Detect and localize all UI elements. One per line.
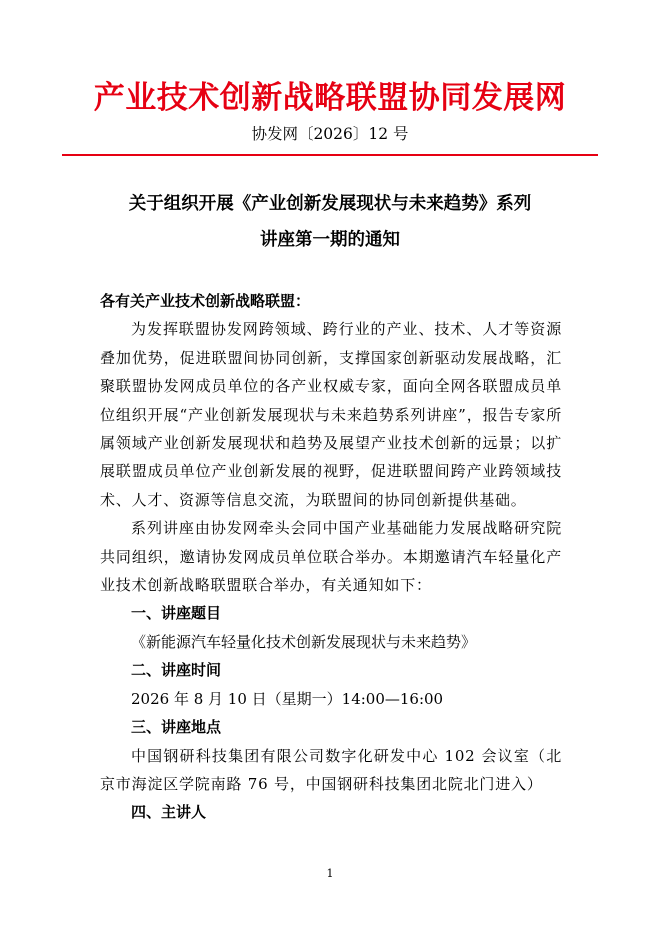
paragraph-organizers: 系列讲座由协发网牵头会同中国产业基础能力发展战略研究院共同组织，邀请协发网成员单位联合举办。本期邀请汽车轻量化产业技术创新战略联盟联合举办，有关通知如下： [100, 519, 562, 595]
lecture-topic: 《新能源汽车轻量化技术创新发展现状与未来趋势》 [131, 632, 477, 651]
section-heading-speaker: 四、主讲人 [131, 803, 207, 822]
salutation: 各有关产业技术创新战略联盟： [100, 292, 311, 310]
document-body [100, 287, 562, 827]
title-line-2: 讲座第一期的通知 [260, 230, 400, 250]
page-number: 1 [326, 867, 334, 880]
document-title [80, 186, 580, 258]
paragraph-intro: 为发挥联盟协发网跨领域、跨行业的产业、技术、人才等资源叠加优势，促进联盟间协同创新，支撑国家创新驱动发展战略，汇聚联盟协发网成员单位的各产业权威专家，面向全网各联盟成员单位组织开展“产业创新发展现状与未来趋势系列讲座”，报告专家所属领域产业创新发展现状和趋势及展望产业技术创新的远景；以扩展联盟成员单位产业创新发展的视野，促进联盟间跨产业跨领域技术、人才、资源等信息交流，为联盟间的协同创新提供基础。 [100, 320, 562, 509]
section-heading-topic: 一、讲座题目 [131, 604, 222, 623]
red-divider-line [62, 154, 598, 156]
masthead-title: 产业技术创新战略联盟协同发展网 [93, 80, 567, 116]
lecture-venue: 中国钢研科技集团有限公司数字化研发中心 102 会议室（北京市海淀区学院南路 76 号，中国钢研科技集团北院北门进入） [100, 746, 562, 793]
title-line-1: 关于组织开展《产业创新发展现状与未来趋势》系列 [128, 194, 532, 214]
section-heading-venue: 三、讲座地点 [131, 718, 222, 737]
lecture-time: 2026 年 8 月 10 日（星期一）14:00—16:00 [131, 689, 444, 708]
document-number: 协发网〔2026〕12 号 [251, 125, 409, 143]
section-heading-time: 二、讲座时间 [131, 661, 222, 680]
